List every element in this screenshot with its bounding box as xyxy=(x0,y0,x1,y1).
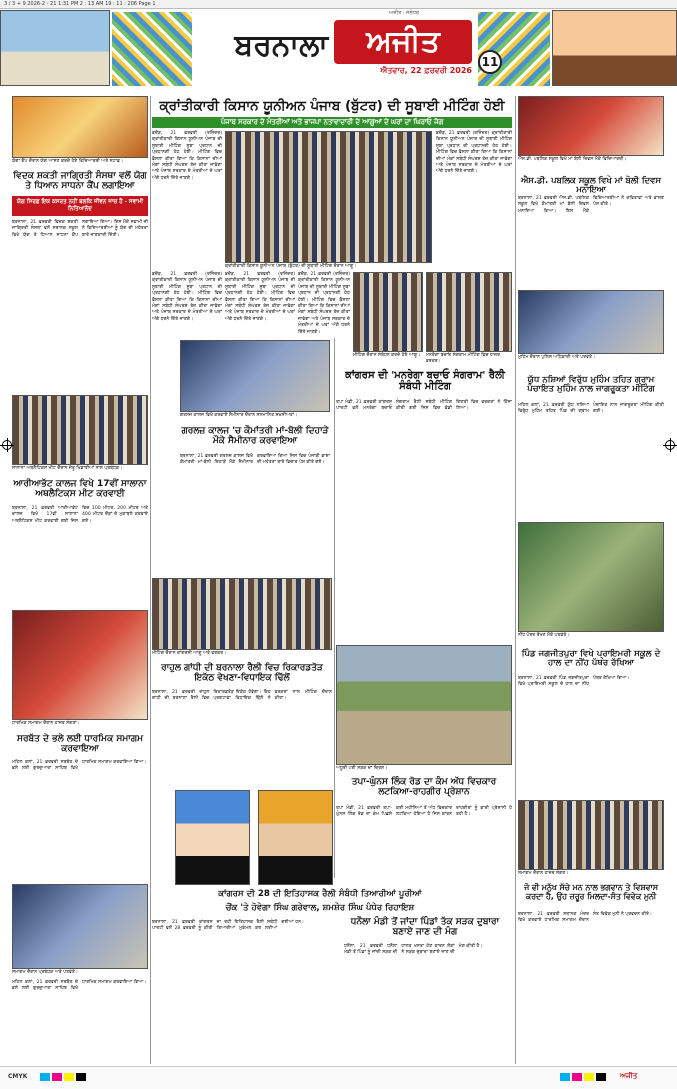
faith-body: ਬਰਨਾਲਾ, 21 ਫ਼ਰਵਰੀ ਸਥਾਨਕ ਮੰਦਰ ਵਿਖੇ ਕਰਵਾਏ ਧਾਰਮਿਕ ਸਮਾਗਮ ਦੌਰਾਨ ਸੰਤ ਵਿਵੇਕ ਮੁਨੀ ਨੇ ਪ੍ਰਵਚਨ ਕੀਤੇ। xyxy=(518,912,653,924)
sarbat-photo xyxy=(12,610,148,720)
girls-caption: ਗਰਲਜ਼ ਕਾਲਜ ਵਿਖੇ ਕਰਵਾਏ ਸੈਮੀਨਾਰ ਦੌਰਾਨ ਸਨਮਾਨਿਤ ਸ਼ਖ਼ਸੀਅਤਾਂ। xyxy=(180,413,298,418)
congress-rally-subhead: ਚੌਂਕ 'ਤੇ ਹੋਵੇਗਾ ਸਿੰਘ ਗਰੇਵਾਲ, ਸ਼ਮਸ਼ੇਰ ਸਿੰਘ ਪੰਧੇਰ ਰਿਹਾਇਸ਼ xyxy=(225,903,415,913)
column-rule xyxy=(334,338,335,878)
congress-rally-headline: ਕਾਂਗਰਸ ਦੀ 28 ਦੀ ਇਤਿਹਾਸਕ ਰੈਲੀ ਸੰਬੰਧੀ ਤਿਆਰੀਆਂ ਪੂਰੀਆਂ xyxy=(218,889,422,899)
road-caption: ਅਧੂਰੀ ਪਈ ਸੜਕ ਦਾ ਦ੍ਰਿਸ਼। xyxy=(336,766,388,771)
masthead-photo-clocktower xyxy=(552,10,677,86)
sarbat-caption: ਧਾਰਮਿਕ ਸਮਾਗਮ ਦੌਰਾਨ ਹਾਜ਼ਰ ਸੰਗਤਾਂ। xyxy=(12,721,80,726)
nasha-headline: ਯੁੱਧ ਨਸ਼ਿਆਂ ਵਿਰੁੱਧ ਮੁਹਿੰਮ ਤਹਿਤ ਗ੍ਰਾਮ ਪੰਚਾਇਤ ਮੁਹਿੰਮ ਨਾਲ ਜਾਗਰੂਕਤਾ ਮੀਟਿੰਗ xyxy=(527,375,655,395)
sarbat-photo-2 xyxy=(12,884,148,969)
aryabhatt-headline: ਆਰੀਆਭੱਟ ਕਾਲਜ ਵਿਖੇ 17ਵੀਂ ਸਾਲਾਨਾ ਅਥਲੈਟਿਕਸ ਮੀਟ ਕਰਵਾਈ xyxy=(13,479,147,499)
color-swatch-cyan-right xyxy=(560,1073,570,1081)
color-swatch-magenta-right xyxy=(572,1073,582,1081)
nasha-body: ਮਹਿਲ ਕਲਾਂ, 21 ਫ਼ਰਵਰੀ ਯੁੱਧ ਨਸ਼ਿਆਂ ਵਿਰੁੱਧ ਮੁਹਿੰਮ ਤਹਿਤ ਪਿੰਡ ਦੀ ਗ੍ਰਾਮ ਪੰਚਾਇਤ ਨਾਲ ਜਾਗਰੂਕਤਾ ਮੀਟਿੰਗ ਕੀਤੀ ਗਈ। xyxy=(518,403,664,415)
masthead-name-right: ਅਜੀਤ xyxy=(366,24,440,59)
masthead-name-left: ਬਰਨਾਲਾ xyxy=(234,28,328,63)
road-body: ਤਪਾ ਮੰਡੀ, 21 ਫ਼ਰਵਰੀ ਤਪਾ-ਘੁੰਨਸ ਲਿੰਕ ਰੋਡ ਦਾ ਕੰਮ ਪਿਛਲੇ ਕਈ ਮਹੀਨਿਆਂ ਤੋਂ ਅੱਧ ਵਿਚਕਾਰ ਲਟਕਿਆ ਹੋਇਆ ਹੈ ਜਿਸ ਕਾਰਨ ਰਾਹਗੀਰਾਂ ਨੂੰ ਭਾਰੀ ਪ੍ਰੇਸ਼ਾਨੀ ਹੋ ਰਹੀ ਹੈ। xyxy=(336,806,512,818)
color-swatch-yellow xyxy=(64,1073,74,1081)
print-strip: 3 / 3 + 9 2026-2 - 21 1:31 PM 2 : 13 AM 19 : 11 : 206 Page 1 xyxy=(0,0,677,9)
lead-body-col5: ਭਦੌੜ, 21 ਫ਼ਰਵਰੀ (ਰਜਿੰਦਰ) ਕ੍ਰਾਂਤੀਕਾਰੀ ਕਿਸਾਨ ਯੂਨੀਅਨ ਪੰਜਾਬ ਦੀ ਸੂਬਾਈ ਮੀਟਿੰਗ ਸੂਬਾ ਪ੍ਰਧਾਨ ਦੀ ਪ੍ਰਧਾਨਗੀ ਹੇਠ ਹੋਈ। ਮੀਟਿੰਗ ਵਿਚ ਫ਼ੈਸਲਾ ਕੀਤਾ ਗਿਆ ਕਿ ਕਿਸਾਨਾਂ ਦੀਆਂ ਮੰਗਾਂ ਸਬੰਧੀ ਸੰਘਰਸ਼ ਤੇਜ਼ ਕੀਤਾ ਜਾਵੇਗਾ ਅਤੇ ਪੰਜਾਬ ਸਰਕਾਰ ਦੇ ਮੰਤਰੀਆਂ ਦੇ ਘਰਾਂ ਅੱਗੇ ਧਰਨੇ ਦਿੱਤੇ ਜਾਣਗੇ। xyxy=(298,272,350,335)
faith-caption: ਸਮਾਗਮ ਦੌਰਾਨ ਹਾਜ਼ਰ ਸੰਗਤ। xyxy=(518,871,569,876)
mnrega-headline: ਕਾਂਗਰਸ ਦੀ 'ਮਨਰੇਗਾ ਬਚਾਓ ਸੰਗਰਾਮ' ਰੈਲੀ ਸੰਬੰਧੀ ਮੀਟਿੰਗ xyxy=(345,370,505,392)
dhanaula-body: ਧਨੌਲਾ, 21 ਫ਼ਰਵਰੀ ਧਨੌਲਾ ਮੰਡੀ ਤੋਂ ਪਿੰਡਾਂ ਨੂੰ ਜਾਂਦੀ ਸੜਕ ਦੀ ਹਾਲਤ ਖਸਤਾ ਹੋਣ ਕਾਰਨ ਲੋਕਾਂ ਨੇ ਸੜਕ ਦੁਬਾਰਾ ਬਣਾਏ ਜਾਣ ਦੀ ਮੰਗ ਕੀਤੀ ਹੈ। xyxy=(344,944,483,956)
mnrega-caption-1: ਮੀਟਿੰਗ ਦੌਰਾਨ ਸੰਬੋਧਨ ਕਰਦੇ ਹੋਏ ਆਗੂ। xyxy=(353,353,421,358)
aryabhatt-photo xyxy=(12,395,148,465)
footer-cmyk-label: CMYK xyxy=(8,1073,28,1080)
color-swatch-black-right xyxy=(596,1073,606,1081)
rahul-photo xyxy=(152,578,332,650)
lead-caption: ਕ੍ਰਾਂਤੀਕਾਰੀ ਕਿਸਾਨ ਯੂਨੀਅਨ ਪੰਜਾਬ (ਬੁੱਟਰ) ਦੀ ਸੂਬਾਈ ਮੀਟਿੰਗ ਦੌਰਾਨ ਆਗੂ। xyxy=(225,264,357,269)
road-headline: ਤਪਾ-ਘੁੰਨਸ ਲਿੰਕ ਰੋਡ ਦਾ ਕੰਮ ਅੱਧ ਵਿਚਕਾਰ ਲਟਕਿਆ-ਰਾਹਗੀਰ ਪ੍ਰੇਸ਼ਾਨ xyxy=(351,777,497,797)
rahul-body: ਬਰਨਾਲਾ, 21 ਫ਼ਰਵਰੀ ਰਾਹੁਲ ਗਾਂਧੀ ਦੀ ਬਰਨਾਲਾ ਰੈਲੀ ਵਿਚ ਰਿਕਾਰਡਤੋੜ ਇਕੱਠ ਹੋਵੇਗਾ। ਇਹ ਪ੍ਰਗਟਾਵਾ ਵਿਧਾਇਕ ਢਿੱਲੋਂ ਨੇ ਵਰਕਰਾਂ ਨਾਲ ਮੀਟਿੰਗ ਦੌਰਾਨ ਕੀਤਾ। xyxy=(152,690,332,702)
page-number-badge xyxy=(478,50,502,74)
yoga-body: ਬਰਨਾਲਾ, 21 ਫ਼ਰਵਰੀ ਵਿਦਕ ਸ਼ਕਤੀ ਜਾਗ੍ਰਿਤੀ ਸੰਸਥਾ ਵਲੋਂ ਸਥਾਨਕ ਸਕੂਲ ਵਿਖੇ ਯੋਗ ਤੇ ਧਿਆਨ ਸਾਧਨਾ ਕੈਂਪ ਲਗਾਇਆ ਗਿਆ। ਇਸ ਮੌਕੇ ਸਵਾਮੀ ਜੀ ਨੇ ਵਿਦਿਆਰਥੀਆਂ ਨੂੰ ਯੋਗ ਦੀ ਮਹੱਤਤਾ ਬਾਰੇ ਜਾਣਕਾਰੀ ਦਿੱਤੀ। xyxy=(12,220,148,238)
yoga-subhead: ਯੋਗ ਸਿਰਫ਼ ਇਕ ਕਸਰਤ ਨਹੀਂ ਬਲਕਿ ਜੀਵਨ ਜਾਚ ਹੈ - ਸਵਾਮੀ ਨਿਤਿਆਨੰਦ xyxy=(12,196,148,216)
yoga-headline: ਵਿਦਕ ਸ਼ਕਤੀ ਜਾਗ੍ਰਿਤੀ ਸੰਸਥਾ ਵਲੋਂ ਯੋਗ ਤੇ ਧਿਆਨ ਸਾਧਨਾ ਕੈਂਪ ਲਗਾਇਆ xyxy=(13,171,147,191)
congress-rally-body: ਬਰਨਾਲਾ, 21 ਫ਼ਰਵਰੀ ਕਾਂਗਰਸ ਪਾਰਟੀ ਵਲੋਂ 28 ਫ਼ਰਵਰੀ ਨੂੰ ਕੀਤੀ ਜਾ ਰਹੀ ਇਤਿਹਾਸਕ ਰੈਲੀ ਸਬੰਧੀ ਤਿਆਰੀਆਂ ਮੁਕੰਮਲ ਕਰ ਲਈਆਂ ਗਈਆਂ ਹਨ। xyxy=(152,920,305,932)
column-rule xyxy=(150,96,151,1064)
sarbat-body-2: ਮਹਿਲ ਕਲਾਂ, 21 ਫ਼ਰਵਰੀ ਸਰਬੱਤ ਦੇ ਭਲੇ ਲਈ ਗੁਰਦੁਆਰਾ ਸਾਹਿਬ ਵਿਖੇ ਧਾਰਮਿਕ ਸਮਾਗਮ ਕਰਵਾਇਆ ਗਿਆ। xyxy=(12,980,147,992)
lead-body-col2: ਭਦੌੜ, 21 ਫ਼ਰਵਰੀ (ਰਜਿੰਦਰ) ਕ੍ਰਾਂਤੀਕਾਰੀ ਕਿਸਾਨ ਯੂਨੀਅਨ ਪੰਜਾਬ ਦੀ ਸੂਬਾਈ ਮੀਟਿੰਗ ਸੂਬਾ ਪ੍ਰਧਾਨ ਦੀ ਪ੍ਰਧਾਨਗੀ ਹੇਠ ਹੋਈ। ਮੀਟਿੰਗ ਵਿਚ ਫ਼ੈਸਲਾ ਕੀਤਾ ਗਿਆ ਕਿ ਕਿਸਾਨਾਂ ਦੀਆਂ ਮੰਗਾਂ ਸਬੰਧੀ ਸੰਘਰਸ਼ ਤੇਜ਼ ਕੀਤਾ ਜਾਵੇਗਾ ਅਤੇ ਪੰਜਾਬ ਸਰਕਾਰ ਦੇ ਮੰਤਰੀਆਂ ਦੇ ਘਰਾਂ ਅੱਗੇ ਧਰਨੇ ਦਿੱਤੇ ਜਾਣਗੇ। xyxy=(436,131,512,175)
dhanaula-headline: ਧਨੌਲਾ ਮੰਡੀ ਤੋਂ ਜਾਂਦਾ ਪਿੰਡਾਂ ਤੱਕ ਸੜਕ ਦੁਬਾਰਾ ਬਣਾਏ ਜਾਣ ਦੀ ਮੰਗ xyxy=(350,917,500,937)
school-headline: ਪਿੰਡ ਜਗਜੀਤਪੁਰਾ ਵਿਖੇ ਪ੍ਰਾਇਮਰੀ ਸਕੂਲ ਦੇ ਹਾਲ ਦਾ ਨੀਂਹ ਪੱਥਰ ਰੱਖਿਆ xyxy=(521,649,661,669)
masthead-date: ਐਤਵਾਰ, 22 ਫ਼ਰਵਰੀ 2026 xyxy=(380,66,472,75)
mnrega-caption-2: ਮਨਰੇਗਾ ਬਚਾਓ ਸੰਗਰਾਮ ਮੀਟਿੰਗ ਵਿਚ ਹਾਜ਼ਰ ਵਰਕਰ। xyxy=(426,353,501,364)
masthead-name-right-box xyxy=(334,20,472,64)
masthead xyxy=(0,10,677,96)
girls-headline: ਗਰਲਜ਼ ਕਾਲਜ 'ਚ ਕੌਮਾਂਤਰੀ ਮਾਂ-ਬੋਲੀ ਦਿਹਾੜੇ ਮੌਕੇ ਸੈਮੀਨਾਰ ਕਰਵਾਇਆ xyxy=(181,426,329,446)
sd-school-headline: ਐਸ.ਡੀ. ਪਬਲਿਕ ਸਕੂਲ ਵਿਖੇ ਮਾਂ ਬੋਲੀ ਦਿਵਸ ਮਨਾਇਆ xyxy=(521,175,661,195)
sarbat-body: ਮਹਿਲ ਕਲਾਂ, 21 ਫ਼ਰਵਰੀ ਸਰਬੱਤ ਦੇ ਭਲੇ ਲਈ ਗੁਰਦੁਆਰਾ ਸਾਹਿਬ ਵਿਖੇ ਧਾਰਮਿਕ ਸਮਾਗਮ ਕਰਵਾਇਆ ਗਿਆ। xyxy=(12,760,147,772)
nasha-photo xyxy=(518,290,664,354)
lead-photo-meeting xyxy=(225,131,432,263)
masthead-small-label: ਅਜੀਤ · ਜਲੰਧਰ xyxy=(389,10,419,16)
lead-headline-text: ਕ੍ਰਾਂਤੀਕਾਰੀ ਕਿਸਾਨ ਯੂਨੀਅਨ ਪੰਜਾਬ (ਬੁੱਟਰ) ਦੀ ਸੂਬਾਈ ਮੀਟਿੰਗ ਹੋਈ xyxy=(159,98,505,114)
road-photo xyxy=(336,645,512,765)
masthead-ornament-left xyxy=(112,12,192,86)
portrait-2 xyxy=(258,790,333,885)
girls-body: ਬਰਨਾਲਾ, 21 ਫ਼ਰਵਰੀ ਗਰਲਜ਼ ਕਾਲਜ ਵਿਖੇ ਕੌਮਾਂਤਰੀ ਮਾਂ-ਬੋਲੀ ਦਿਹਾੜੇ ਮੌਕੇ ਸੈਮੀਨਾਰ ਕਰਵਾਇਆ ਗਿਆ ਜਿਸ ਵਿਚ ਪੰਜਾਬੀ ਭਾਸ਼ਾ ਦੀ ਮਹੱਤਤਾ ਬਾਰੇ ਵਿਚਾਰ ਪੇਸ਼ ਕੀਤੇ ਗਏ। xyxy=(180,454,330,466)
registration-mark xyxy=(2,440,12,450)
color-swatch-magenta xyxy=(52,1073,62,1081)
yoga-photo xyxy=(12,96,148,158)
yoga-caption: ਯੋਗਾ ਕੈਂਪ ਦੌਰਾਨ ਯੋਗ ਆਸਣ ਕਰਦੇ ਹੋਏ ਵਿਦਿਆਰਥੀ ਅਤੇ ਸਟਾਫ਼। xyxy=(12,159,124,164)
mnrega-photo-2 xyxy=(426,272,512,352)
mnrega-photo-1 xyxy=(353,272,423,352)
sd-school-caption: ਐਸ.ਡੀ. ਪਬਲਿਕ ਸਕੂਲ ਵਿਖੇ ਮਾਂ ਬੋਲੀ ਦਿਵਸ ਮੌਕੇ ਵਿਦਿਆਰਥੀ। xyxy=(518,157,627,162)
color-swatch-cyan xyxy=(40,1073,50,1081)
footer-bar xyxy=(0,1066,677,1089)
faith-photo xyxy=(518,800,664,870)
page-number: 11 xyxy=(481,55,499,69)
rahul-caption: ਮੀਟਿੰਗ ਦੌਰਾਨ ਕਾਂਗਰਸੀ ਆਗੂ ਅਤੇ ਵਰਕਰ। xyxy=(152,651,227,656)
faith-headline: ਜੋ ਵੀ ਮਨੁੱਖ ਸੱਚੇ ਮਨ ਨਾਲ ਭਗਵਾਨ ਤੇ ਵਿਸ਼ਵਾਸ ਕਰਦਾ ਹੈ, ਉਹ ਜ਼ਰੂਰ ਮਿਲਦਾ-ਸੰਤ ਵਿਵੇਕ ਮੁਨੀ xyxy=(524,883,658,901)
color-swatch-yellow-right xyxy=(584,1073,594,1081)
sd-school-body: ਬਰਨਾਲਾ, 21 ਫ਼ਰਵਰੀ ਐਸ.ਡੀ. ਪਬਲਿਕ ਸਕੂਲ ਵਿਖੇ ਕੌਮਾਂਤਰੀ ਮਾਂ ਬੋਲੀ ਦਿਵਸ ਮਨਾਇਆ ਗਿਆ। ਇਸ ਮੌਕੇ ਵਿਦਿਆਰਥੀਆਂ ਨੇ ਕਵਿਤਾਵਾਂ ਅਤੇ ਭਾਸ਼ਣ ਪੇਸ਼ ਕੀਤੇ। xyxy=(518,196,664,214)
column-rule xyxy=(515,96,516,1064)
aryabhatt-body: ਬਰਨਾਲਾ, 21 ਫ਼ਰਵਰੀ ਆਰੀਆਭੱਟ ਕਾਲਜ ਵਿਖੇ 17ਵੀਂ ਸਾਲਾਨਾ ਅਥਲੈਟਿਕਸ ਮੀਟ ਕਰਵਾਈ ਗਈ ਜਿਸ ਵਿਚ 100 ਮੀਟਰ, 200 ਮੀਟਰ ਅਤੇ 400 ਮੀਟਰ ਦੌੜਾਂ ਦੇ ਮੁਕਾਬਲੇ ਕਰਵਾਏ ਗਏ। xyxy=(12,506,148,524)
mnrega-body: ਤਪਾ ਮੰਡੀ, 21 ਫ਼ਰਵਰੀ ਕਾਂਗਰਸ ਪਾਰਟੀ ਵਲੋਂ ਮਨਰੇਗਾ ਬਚਾਓ ਸੰਗਰਾਮ ਰੈਲੀ ਸਬੰਧੀ ਮੀਟਿੰਗ ਕੀਤੀ ਗਈ ਜਿਸ ਵਿਚ ਵੱਡੀ ਗਿਣਤੀ ਵਿਚ ਵਰਕਰਾਂ ਨੇ ਹਿੱਸਾ ਲਿਆ। xyxy=(336,400,512,412)
lead-body-col3: ਭਦੌੜ, 21 ਫ਼ਰਵਰੀ (ਰਜਿੰਦਰ) ਕ੍ਰਾਂਤੀਕਾਰੀ ਕਿਸਾਨ ਯੂਨੀਅਨ ਪੰਜਾਬ ਦੀ ਸੂਬਾਈ ਮੀਟਿੰਗ ਸੂਬਾ ਪ੍ਰਧਾਨ ਦੀ ਪ੍ਰਧਾਨਗੀ ਹੇਠ ਹੋਈ। ਮੀਟਿੰਗ ਵਿਚ ਫ਼ੈਸਲਾ ਕੀਤਾ ਗਿਆ ਕਿ ਕਿਸਾਨਾਂ ਦੀਆਂ ਮੰਗਾਂ ਸਬੰਧੀ ਸੰਘਰਸ਼ ਤੇਜ਼ ਕੀਤਾ ਜਾਵੇਗਾ ਅਤੇ ਪੰਜਾਬ ਸਰਕਾਰ ਦੇ ਮੰਤਰੀਆਂ ਦੇ ਘਰਾਂ ਅੱਗੇ ਧਰਨੇ ਦਿੱਤੇ ਜਾਣਗੇ। xyxy=(152,272,222,322)
color-swatch-black xyxy=(76,1073,86,1081)
sarbat-caption-2: ਸਮਾਗਮ ਦੌਰਾਨ ਪ੍ਰਬੰਧਕ ਅਤੇ ਪਤਵੰਤੇ। xyxy=(12,970,78,975)
lead-subhead: ਪੰਜਾਬ ਸਰਕਾਰ ਦੇ ਮੰਤਰੀਆਂ ਅਤੇ ਭਾਜਪਾ ਨਤਾਵਾਦਾਰੀ ਦੇ ਆਗੂਆਂ ਦੇ ਘਰਾਂ ਦਾ ਘਿਰਾਓ ਜੋਗ xyxy=(152,117,512,128)
school-photo xyxy=(518,522,664,632)
registration-mark xyxy=(665,440,675,450)
masthead-ornament-right xyxy=(478,12,550,86)
nasha-caption: ਮੁਹਿੰਮ ਦੌਰਾਨ ਪੁਲਿਸ ਅਧਿਕਾਰੀ ਅਤੇ ਪਤਵੰਤੇ। xyxy=(518,355,596,360)
school-body: ਬਰਨਾਲਾ, 21 ਫ਼ਰਵਰੀ ਪਿੰਡ ਜਗਜੀਤਪੁਰਾ ਵਿਖੇ ਪ੍ਰਾਇਮਰੀ ਸਕੂਲ ਦੇ ਹਾਲ ਦਾ ਨੀਂਹ ਪੱਥਰ ਰੱਖਿਆ ਗਿਆ। xyxy=(518,676,630,688)
masthead-photo-gurdwara xyxy=(0,10,110,86)
rahul-headline: ਰਾਹੁਲ ਗਾਂਧੀ ਦੀ ਬਰਨਾਲਾ ਰੈਲੀ ਵਿਚ ਰਿਕਾਰਡਤੋੜ ਇਕੱਠ ਵੇਖਣਾ-ਵਿਧਾਇਕ ਢਿੱਲੋਂ xyxy=(161,663,323,683)
masthead-logo-box xyxy=(196,10,474,80)
sd-school-photo xyxy=(518,96,664,156)
aryabhatt-caption: ਸਾਲਾਨਾ ਅਥਲੈਟਿਕਸ ਮੀਟ ਦੌਰਾਨ ਜੇਤੂ ਖਿਡਾਰੀਆਂ ਨਾਲ ਪ੍ਰਬੰਧਕ। xyxy=(12,466,123,471)
lead-body-col1: ਭਦੌੜ, 21 ਫ਼ਰਵਰੀ (ਰਜਿੰਦਰ) ਕ੍ਰਾਂਤੀਕਾਰੀ ਕਿਸਾਨ ਯੂਨੀਅਨ ਪੰਜਾਬ ਦੀ ਸੂਬਾਈ ਮੀਟਿੰਗ ਸੂਬਾ ਪ੍ਰਧਾਨ ਦੀ ਪ੍ਰਧਾਨਗੀ ਹੇਠ ਹੋਈ। ਮੀਟਿੰਗ ਵਿਚ ਫ਼ੈਸਲਾ ਕੀਤਾ ਗਿਆ ਕਿ ਕਿਸਾਨਾਂ ਦੀਆਂ ਮੰਗਾਂ ਸਬੰਧੀ ਸੰਘਰਸ਼ ਤੇਜ਼ ਕੀਤਾ ਜਾਵੇਗਾ ਅਤੇ ਪੰਜਾਬ ਸਰਕਾਰ ਦੇ ਮੰਤਰੀਆਂ ਦੇ ਘਰਾਂ ਅੱਗੇ ਧਰਨੇ ਦਿੱਤੇ ਜਾਣਗੇ। xyxy=(152,131,222,181)
lead-headline xyxy=(152,96,512,116)
girls-photo xyxy=(180,340,330,412)
footer-brand: ਅਜੀਤ xyxy=(620,1072,638,1080)
portrait-1 xyxy=(175,790,250,885)
school-caption: ਨੀਂਹ ਪੱਥਰ ਰੱਖਣ ਮੌਕੇ ਪਤਵੰਤੇ। xyxy=(518,633,570,638)
sarbat-headline: ਸਰਬੱਤ ਦੇ ਭਲੇ ਲਈ ਧਾਰਮਿਕ ਸਮਾਗਮ ਕਰਵਾਇਆ xyxy=(16,734,144,754)
lead-body-col4: ਭਦੌੜ, 21 ਫ਼ਰਵਰੀ (ਰਜਿੰਦਰ) ਕ੍ਰਾਂਤੀਕਾਰੀ ਕਿਸਾਨ ਯੂਨੀਅਨ ਪੰਜਾਬ ਦੀ ਸੂਬਾਈ ਮੀਟਿੰਗ ਸੂਬਾ ਪ੍ਰਧਾਨ ਦੀ ਪ੍ਰਧਾਨਗੀ ਹੇਠ ਹੋਈ। ਮੀਟਿੰਗ ਵਿਚ ਫ਼ੈਸਲਾ ਕੀਤਾ ਗਿਆ ਕਿ ਕਿਸਾਨਾਂ ਦੀਆਂ ਮੰਗਾਂ ਸਬੰਧੀ ਸੰਘਰਸ਼ ਤੇਜ਼ ਕੀਤਾ ਜਾਵੇਗਾ ਅਤੇ ਪੰਜਾਬ ਸਰਕਾਰ ਦੇ ਮੰਤਰੀਆਂ ਦੇ ਘਰਾਂ ਅੱਗੇ ਧਰਨੇ ਦਿੱਤੇ ਜਾਣਗੇ। xyxy=(225,272,295,322)
